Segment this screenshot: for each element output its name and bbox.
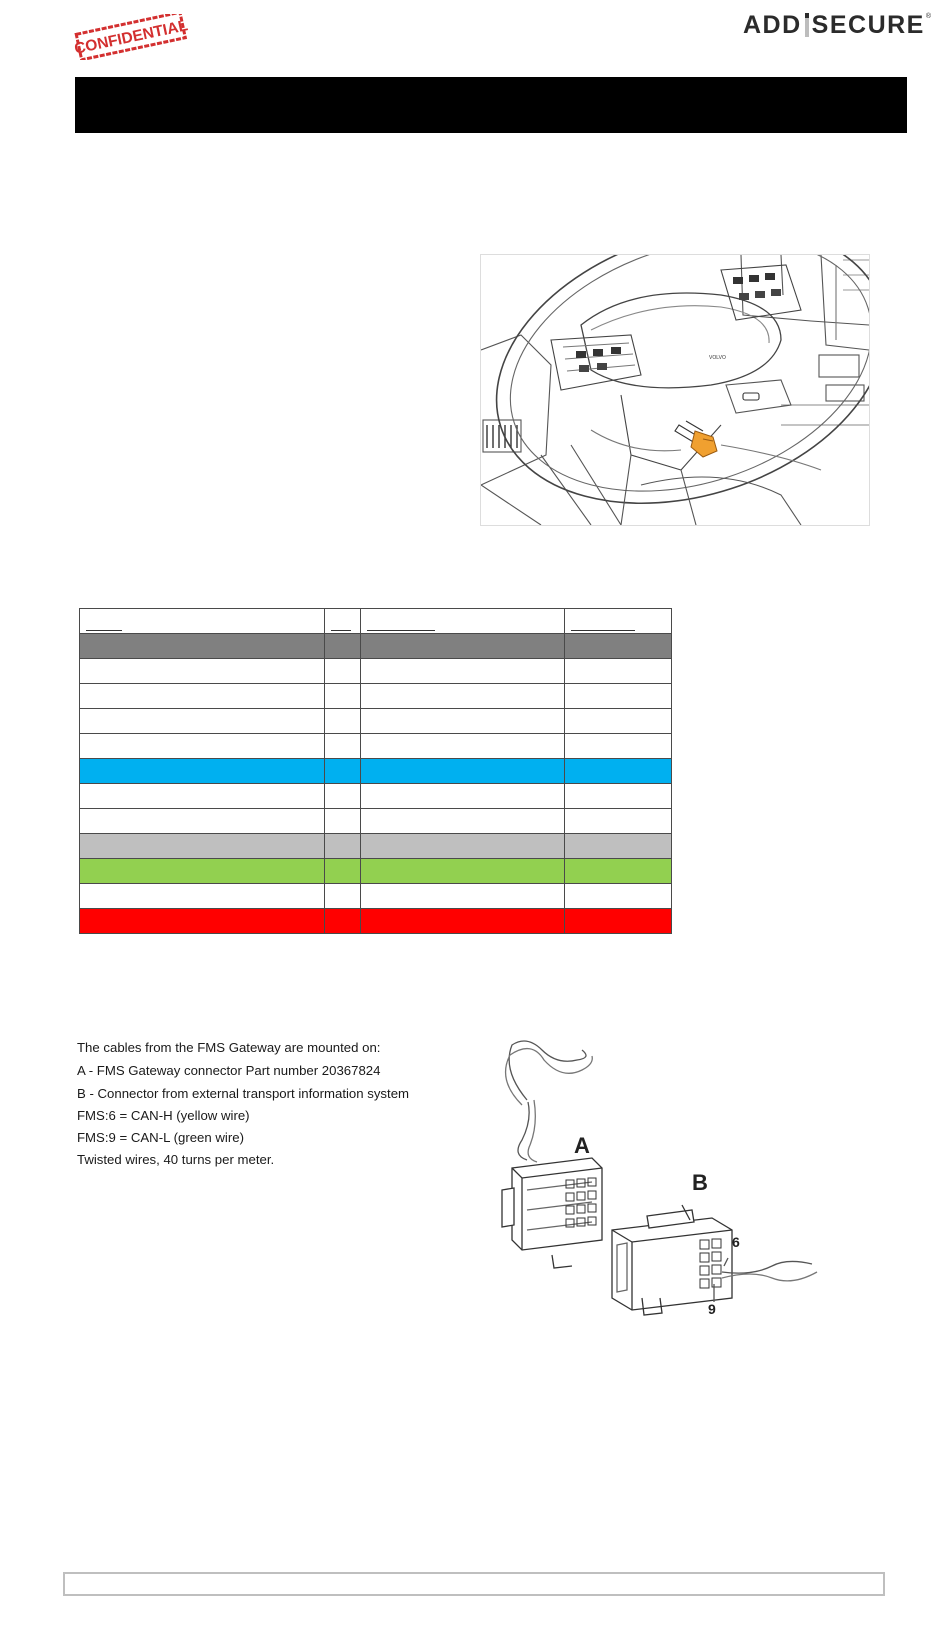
table-cell (324, 784, 361, 809)
table-cell (564, 784, 671, 809)
table-cell (564, 659, 671, 684)
connector-label-a: A (574, 1133, 590, 1158)
table-cell (361, 909, 565, 934)
table-cell (80, 909, 325, 934)
table-cell (324, 634, 361, 659)
table-cell (80, 834, 325, 859)
table-cell (361, 709, 565, 734)
table-row (80, 634, 672, 659)
table-cell (564, 734, 671, 759)
pin-label-6: 6 (732, 1234, 740, 1250)
table-row (80, 759, 672, 784)
footer-box (63, 1572, 885, 1596)
fms-line-twist: Twisted wires, 40 turns per meter. (77, 1152, 275, 1168)
logo-part-2: SECURE (811, 11, 925, 39)
table-cell (80, 809, 325, 834)
dashboard-illustration (480, 254, 870, 526)
company-logo (743, 8, 933, 42)
table-cell (564, 809, 671, 834)
fms-line-can-l: FMS:9 = CAN-L (green wire) (77, 1130, 244, 1146)
table-cell (80, 709, 325, 734)
table-header-row (80, 609, 672, 634)
table-cell (324, 659, 361, 684)
table-row (80, 709, 672, 734)
table-cell (324, 834, 361, 859)
table-cell (324, 759, 361, 784)
table-cell (324, 884, 361, 909)
table-cell (361, 684, 565, 709)
fms-line-a: A - FMS Gateway connector Part number 20367824 (77, 1063, 381, 1079)
table-row (80, 684, 672, 709)
connector-illustration (482, 1040, 842, 1320)
table-row (80, 859, 672, 884)
table-cell (361, 634, 565, 659)
table-row (80, 659, 672, 684)
table-cell (564, 684, 671, 709)
connector-label-b: B (692, 1170, 708, 1195)
table-header-cell (564, 609, 671, 634)
table-header-cell (324, 609, 361, 634)
table-row (80, 909, 672, 934)
table-row (80, 734, 672, 759)
fms-line-can-h: FMS:6 = CAN-H (yellow wire) (77, 1107, 250, 1123)
pin-table (79, 608, 672, 934)
table-cell (80, 759, 325, 784)
table-cell (324, 809, 361, 834)
table-cell (564, 909, 671, 934)
table-cell (80, 859, 325, 884)
table-row (80, 784, 672, 809)
table-cell (80, 734, 325, 759)
fms-description (77, 1037, 462, 1172)
table-cell (80, 784, 325, 809)
table-cell (324, 709, 361, 734)
confidential-stamp (72, 14, 190, 60)
table-cell (361, 859, 565, 884)
table-cell (324, 684, 361, 709)
table-cell (80, 884, 325, 909)
table-cell (564, 859, 671, 884)
table-header-cell (80, 609, 325, 634)
table-cell (361, 809, 565, 834)
table-cell (564, 709, 671, 734)
table-cell (361, 759, 565, 784)
table-cell (80, 634, 325, 659)
stamp-text: CONFIDENTIAL (72, 17, 190, 58)
table-cell (361, 784, 565, 809)
logo-registered-mark: ® (925, 13, 933, 20)
table-cell (361, 884, 565, 909)
table-cell (324, 859, 361, 884)
table-cell (564, 634, 671, 659)
logo-part-1: ADD (743, 11, 802, 39)
fms-line-b: B - Connector from external transport information system (77, 1085, 410, 1101)
table-cell (361, 734, 565, 759)
table-cell (324, 909, 361, 934)
table-cell (80, 684, 325, 709)
table-header-cell (361, 609, 565, 634)
table-row (80, 809, 672, 834)
fms-intro: The cables from the FMS Gateway are mounted on: (77, 1040, 381, 1055)
table-cell (361, 659, 565, 684)
table-cell (564, 759, 671, 784)
section-title-bar (75, 77, 907, 133)
dash-brand-text: VOLVO (709, 355, 726, 361)
logo-separator (805, 13, 809, 37)
table-row (80, 834, 672, 859)
pin-label-9: 9 (708, 1301, 716, 1317)
table-cell (564, 884, 671, 909)
table-cell (564, 834, 671, 859)
table-cell (361, 834, 565, 859)
table-cell (324, 734, 361, 759)
table-cell (80, 659, 325, 684)
table-row (80, 884, 672, 909)
